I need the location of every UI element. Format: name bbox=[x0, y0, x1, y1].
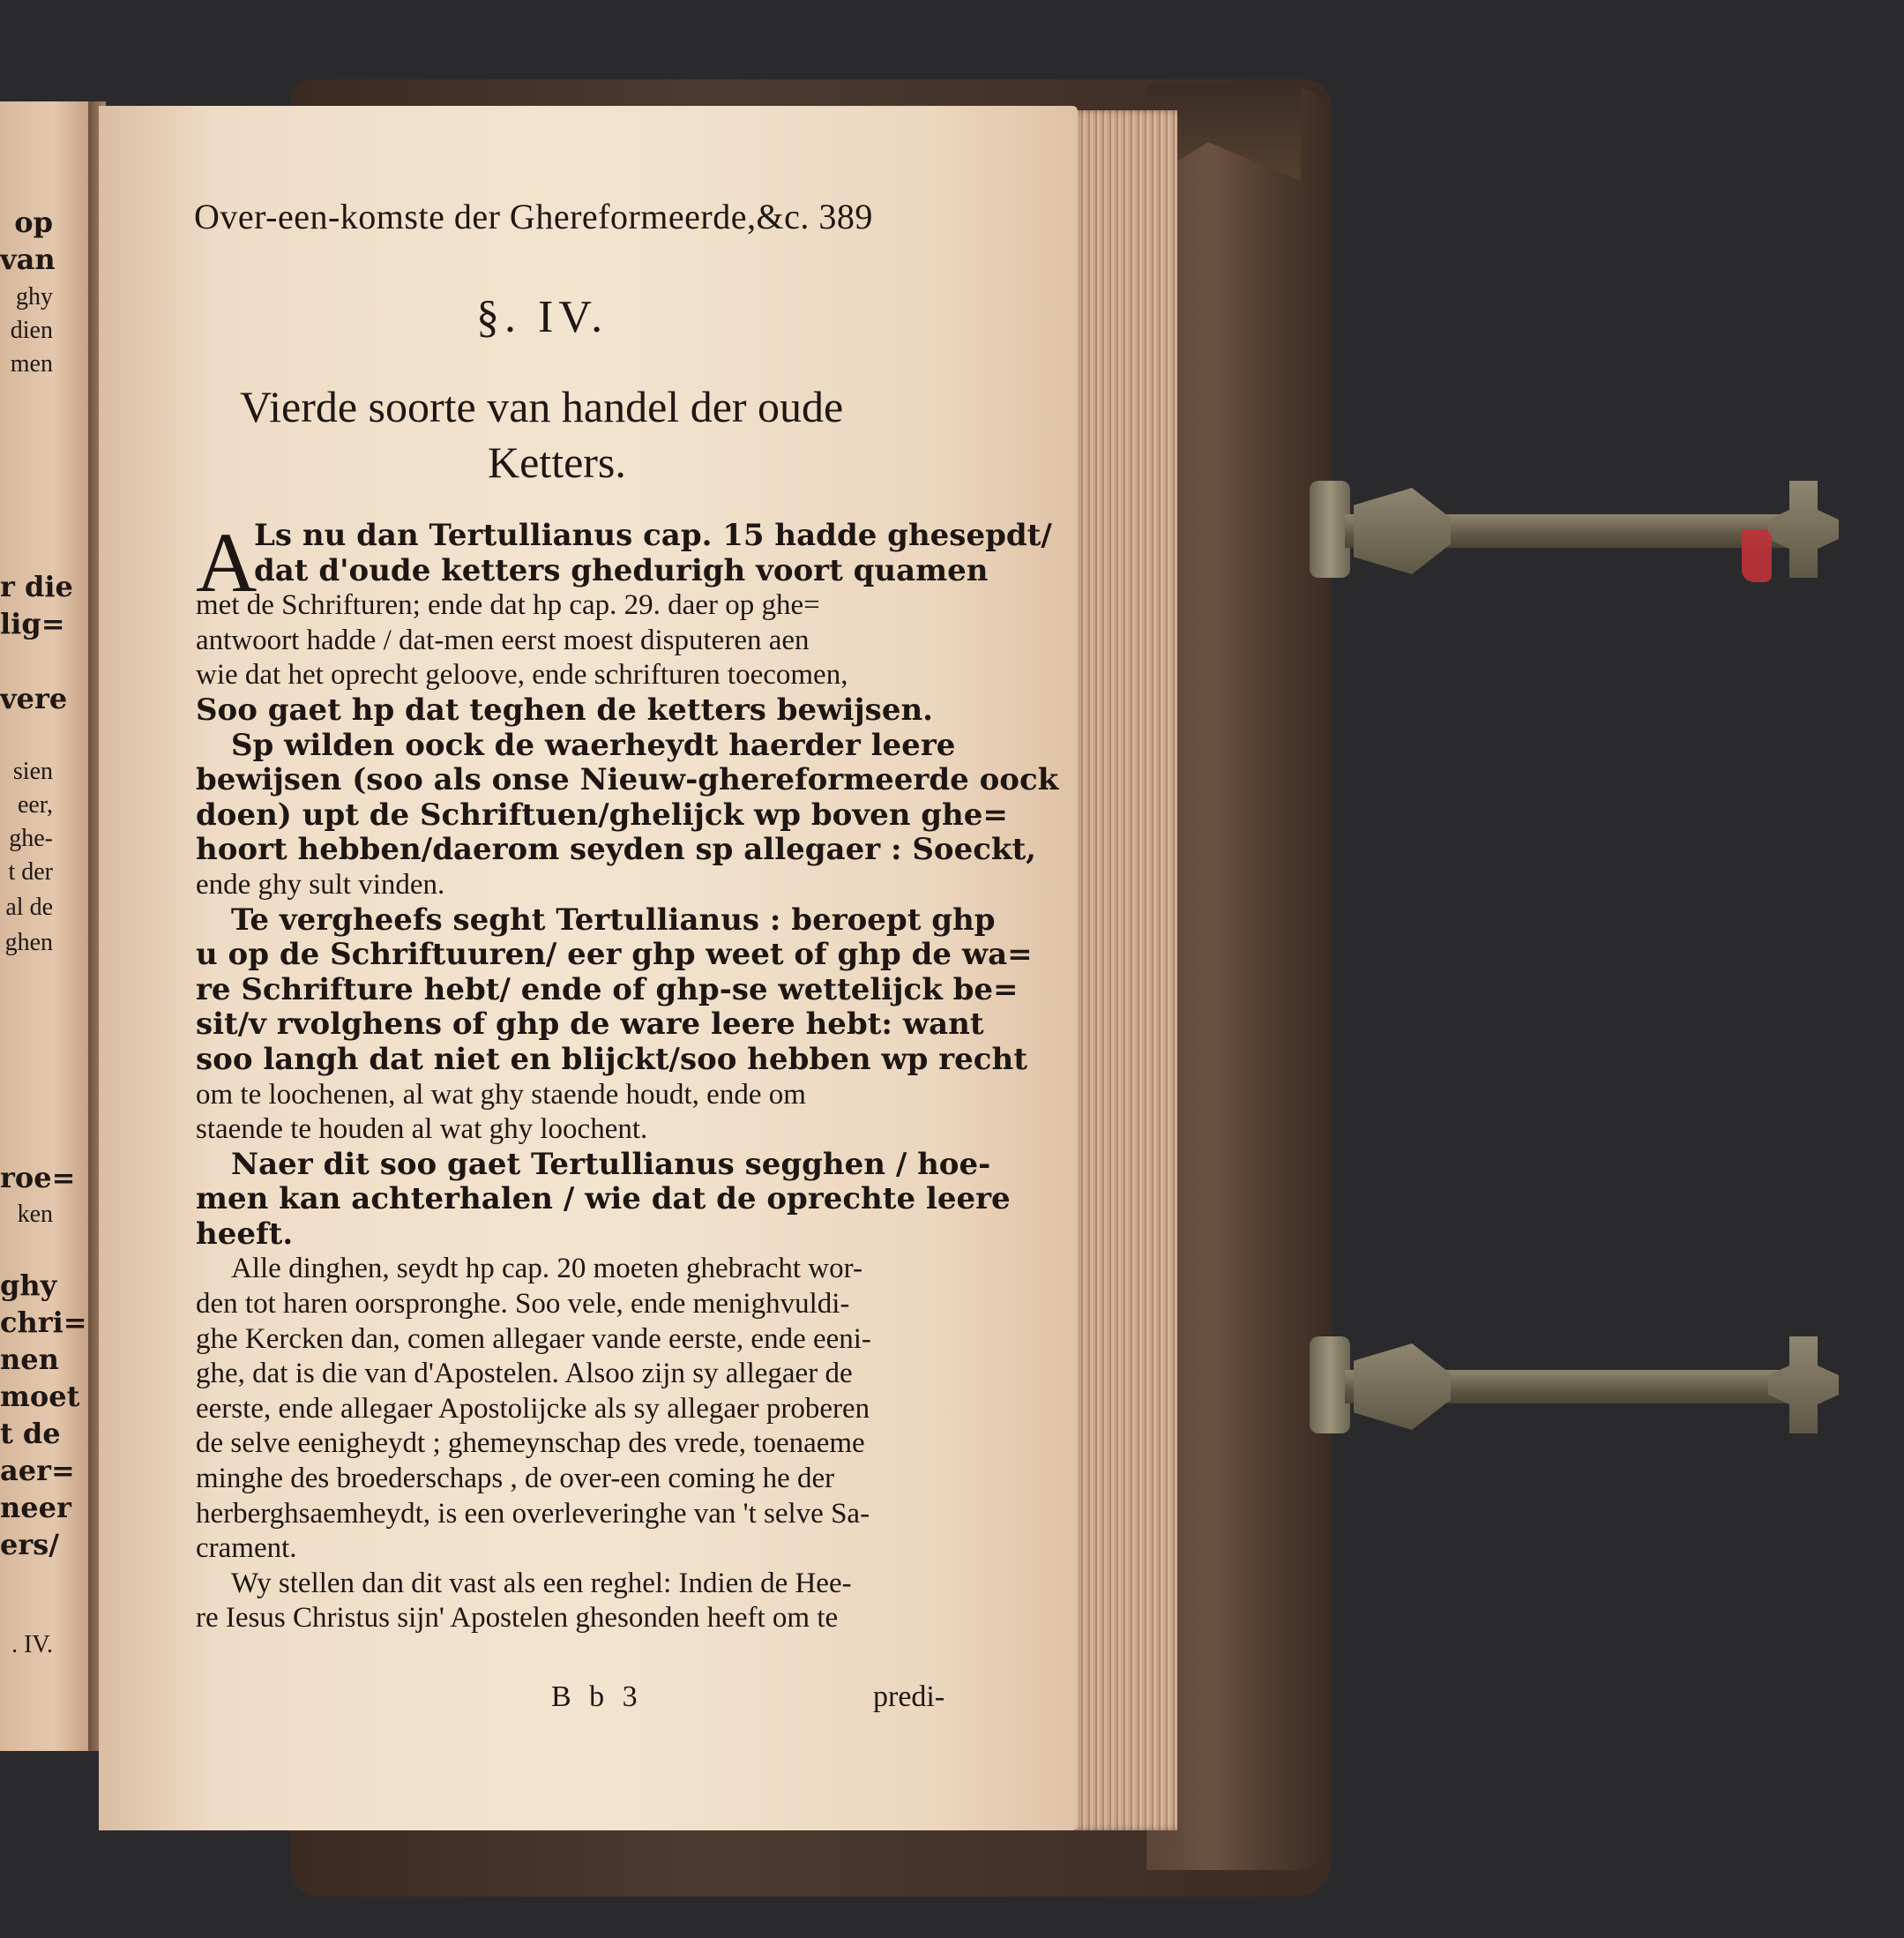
text-line: minghe des broederschaps , de over-een coming he der bbox=[196, 1463, 835, 1495]
drop-cap: A bbox=[196, 515, 258, 610]
left-fragment: lig= bbox=[0, 607, 65, 640]
left-fragment: ken bbox=[17, 1201, 53, 1228]
left-fragment: neer bbox=[0, 1491, 71, 1524]
left-fragment: van bbox=[0, 243, 56, 276]
text-line: de selve eenigheydt ; ghemeynschap des vrede, toenaeme bbox=[196, 1427, 865, 1460]
text-line: hoort hebben/daerom seyden sp allegaer : Soeckt, bbox=[196, 832, 1037, 868]
left-fragment: . IV. bbox=[11, 1631, 53, 1658]
text-line: Ls nu dan Tertullianus cap. 15 hadde ghesepdt/ bbox=[254, 518, 1052, 553]
text-line: ghe, dat is die van d'Apostelen. Alsoo zijn sy allegaer de bbox=[196, 1358, 853, 1390]
left-fragment: ers/ bbox=[0, 1528, 59, 1561]
text-line: ghe Kercken dan, comen allegaer vande eerste, ende eeni- bbox=[196, 1322, 871, 1355]
body-text bbox=[196, 515, 1059, 1636]
text-line: Sp wilden oock de waerheydt haerder leere bbox=[231, 727, 956, 763]
left-fragment: ghy bbox=[0, 1268, 57, 1302]
catchword: predi- bbox=[873, 1680, 945, 1713]
text-line: om te loochenen, al wat ghy staende houdt, ende om bbox=[196, 1078, 806, 1111]
page-fore-edge bbox=[1071, 110, 1177, 1830]
left-fragment: men bbox=[10, 350, 53, 378]
text-line: Wy stellen dan dit vast als een reghel: Indien de Hee- bbox=[231, 1567, 852, 1599]
clasp-end bbox=[1768, 1336, 1839, 1433]
left-fragment: dien bbox=[10, 317, 53, 344]
text-line: dat d'oude ketters ghedurigh voort quamen bbox=[254, 552, 989, 588]
clasp-plate bbox=[1354, 1343, 1451, 1430]
left-fragment: r die bbox=[0, 570, 73, 603]
text-line: Te vergheefs seght Tertullianus : beroept ghp bbox=[231, 902, 996, 938]
left-fragment: eer, bbox=[17, 791, 53, 819]
text-line: u op de Schriftuuren/ eer ghp weet of ghp de wa= bbox=[196, 937, 1033, 973]
chapter-title-line-2: Ketters. bbox=[488, 438, 626, 487]
text-line: staende te houden al wat ghy loochent. bbox=[196, 1113, 648, 1146]
left-fragment: moet bbox=[0, 1380, 80, 1413]
running-head: Over-een-komste der Ghereformeerde,&c. 389 bbox=[194, 197, 873, 236]
left-fragment: ghen bbox=[4, 929, 53, 956]
left-fragment: aer= bbox=[0, 1454, 75, 1487]
left-fragment: t der bbox=[8, 858, 53, 886]
text-line: eerste, ende allegaer Apostolijcke als sy allegaer proberen bbox=[196, 1392, 870, 1425]
text-line: soo langh dat niet en blijckt/soo hebben wp recht bbox=[196, 1041, 1027, 1077]
text-line: doen) upt de Schriftuen/ghelijck wp boven ghe= bbox=[196, 797, 1008, 833]
text-line: wie dat het oprecht geloove, ende schrifturen toecomen, bbox=[196, 659, 848, 692]
text-line: Naer dit soo gaet Tertullianus segghen / hoe- bbox=[231, 1146, 991, 1182]
text-line: Soo gaet hp dat teghen de ketters bewijsen. bbox=[196, 692, 934, 728]
signature-mark: B b 3 bbox=[551, 1680, 643, 1713]
text-line: re Schrifture hebt/ ende of ghp-se wettelijck be= bbox=[196, 971, 1019, 1007]
left-fragment: al de bbox=[5, 894, 53, 921]
left-fragment: vere bbox=[0, 682, 68, 715]
text-line: antwoort hadde / dat-men eerst moest disputeren aen bbox=[196, 624, 810, 656]
left-fragment: roe= bbox=[0, 1161, 76, 1194]
red-stain bbox=[1742, 529, 1772, 582]
left-fragment: op bbox=[14, 206, 53, 239]
text-line: ende ghy sult vinden. bbox=[196, 868, 445, 901]
text-line: men kan achterhalen / wie dat de oprechte leere bbox=[196, 1181, 1011, 1217]
clasp-end bbox=[1768, 481, 1839, 578]
text-line: Alle dinghen, seydt hp cap. 20 moeten ghebracht wor- bbox=[231, 1253, 862, 1285]
left-fragment: sien bbox=[12, 758, 53, 785]
left-fragment: ghe- bbox=[9, 825, 53, 852]
left-fragment: chri= bbox=[0, 1306, 87, 1339]
chapter-title-line-1: Vierde soorte van handel der oude bbox=[240, 382, 844, 431]
text-line: crament. bbox=[196, 1532, 297, 1565]
left-fragment: ghy bbox=[16, 283, 53, 311]
text-line: heeft. bbox=[196, 1216, 294, 1252]
text-line: sit/v rvolghens of ghp de ware leere hebt: want bbox=[196, 1006, 984, 1043]
text-line: den tot haren oorspronghe. Soo vele, ende menighvuldi- bbox=[196, 1288, 850, 1321]
section-heading: §. IV. bbox=[476, 292, 609, 342]
left-fragment: nen bbox=[0, 1343, 59, 1376]
clasp-plate bbox=[1354, 488, 1451, 574]
text-line: re Iesus Christus sijn' Apostelen ghesonden heeft om te bbox=[196, 1602, 839, 1635]
text-line: herberghsaemheydt, is een overleveringhe van 't selve Sa- bbox=[196, 1497, 870, 1530]
text-line: met de Schrifturen; ende dat hp cap. 29. daer op ghe= bbox=[196, 589, 820, 622]
left-fragment: t de bbox=[0, 1417, 61, 1450]
text-line: bewijsen (soo als onse Nieuw-ghereformeerde oock bbox=[196, 762, 1059, 798]
